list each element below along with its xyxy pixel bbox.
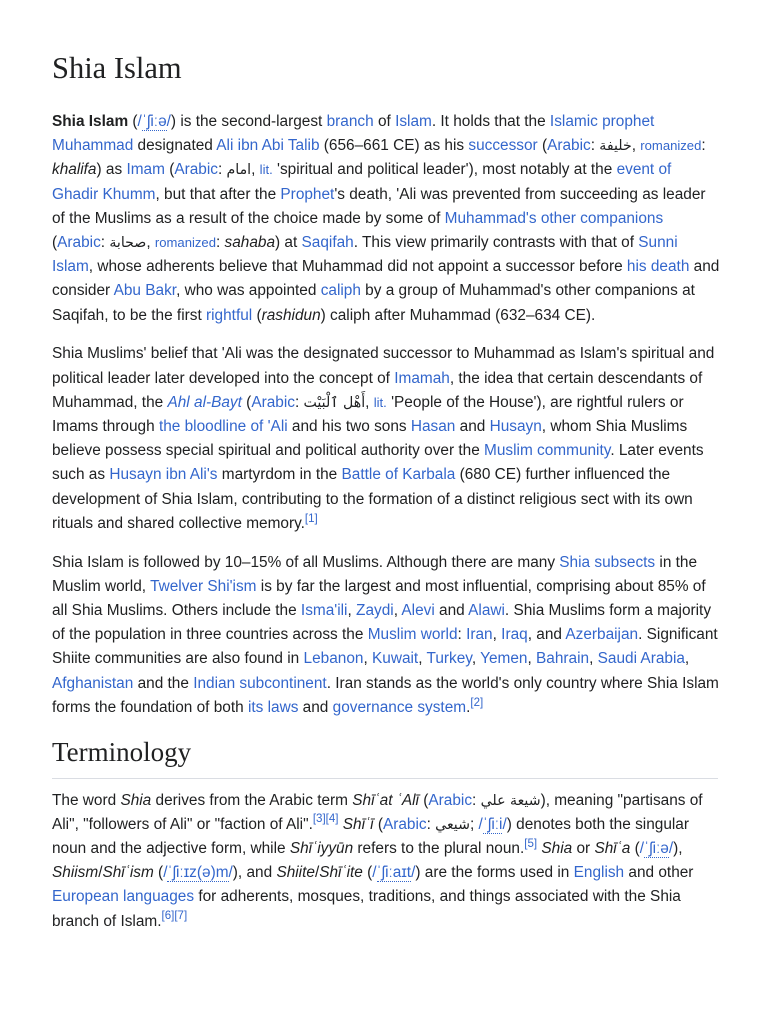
link-european-languages[interactable]: European languages bbox=[52, 888, 195, 906]
text-run: for adherents, mosques, traditions, and things associated with the Shia branch of Islam. bbox=[52, 888, 681, 930]
link-rightful[interactable]: rightful bbox=[206, 306, 253, 324]
reference-1[interactable]: [1] bbox=[304, 512, 318, 525]
link-abu-bakr[interactable]: Abu Bakr bbox=[113, 282, 177, 300]
ipa-slash-link[interactable]: / bbox=[163, 864, 168, 882]
arabic-text: امام bbox=[226, 162, 252, 179]
italic-term: sahaba bbox=[224, 234, 276, 252]
ipa-slash-link[interactable]: / bbox=[639, 839, 645, 857]
link-arabic[interactable]: Arabic bbox=[174, 161, 218, 179]
text-run: refers to the plural noun. bbox=[353, 839, 525, 857]
text-run: : bbox=[426, 815, 436, 833]
ipa-pronunciation-link[interactable]: ˈʃiːɪz(ə)m bbox=[167, 864, 229, 882]
link-muhammad-s-other-companions[interactable]: Muhammad's other companions bbox=[444, 209, 664, 227]
text-run: ), bbox=[673, 839, 683, 857]
text-run: in the Muslim world, bbox=[52, 553, 698, 595]
ipa-slash-link[interactable]: / bbox=[411, 864, 416, 882]
text-run: and bbox=[455, 418, 490, 436]
reference-6[interactable]: [6] bbox=[161, 910, 175, 923]
italic-term: Shīʿa bbox=[594, 839, 631, 857]
text-run: , bbox=[393, 602, 402, 620]
link-islamic-prophet-muhammad[interactable]: Islamic prophet Muhammad bbox=[52, 113, 655, 155]
link-arabic[interactable]: Arabic bbox=[382, 815, 427, 833]
text-run: and bbox=[434, 602, 469, 620]
link-prophet[interactable]: Prophet bbox=[280, 185, 335, 203]
ipa-pronunciation-link[interactable]: ˈʃiːə bbox=[141, 113, 167, 130]
text-run: , bbox=[631, 137, 641, 155]
link-afghanistan[interactable]: Afghanistan bbox=[52, 674, 134, 692]
text-run: . Shia Muslims form a majority of the population in three countries across the bbox=[52, 602, 712, 644]
text-run: , bbox=[146, 234, 155, 252]
text-run: : bbox=[217, 161, 227, 179]
ipa-pronunciation-link[interactable]: ˈʃiːaɪt bbox=[376, 864, 412, 882]
link-alawi[interactable]: Alawi bbox=[468, 602, 505, 620]
text-run: : bbox=[215, 234, 225, 252]
link-event-of-ghadir-khumm[interactable]: event of Ghadir Khumm bbox=[52, 161, 672, 203]
text-run: : bbox=[100, 234, 110, 252]
link-romanized[interactable]: romanized bbox=[154, 235, 216, 251]
section-paragraph bbox=[52, 789, 720, 934]
text-run: ), and bbox=[232, 864, 277, 882]
text-run: , bbox=[589, 650, 598, 668]
text-run: and his two sons bbox=[287, 418, 411, 436]
lead-paragraph bbox=[52, 110, 720, 328]
italic-term: Shīʿī bbox=[342, 815, 374, 833]
ipa-slash-link[interactable]: / bbox=[228, 864, 233, 882]
link-caliph[interactable]: caliph bbox=[320, 282, 361, 300]
text-run: , bbox=[251, 161, 260, 179]
arabic-text: خليفة bbox=[599, 138, 632, 155]
text-run: and the bbox=[133, 674, 194, 692]
italic-term: Shiite bbox=[276, 864, 315, 882]
text-run: ( bbox=[537, 137, 548, 155]
bold-term: Shia Islam bbox=[52, 113, 129, 130]
text-run: ) caliph after Muhammad (632–634 CE). bbox=[320, 306, 596, 324]
text-run: 's death, 'Ali was prevented from succeeding as leader of the Muslims as a result of the choice made by some of bbox=[52, 185, 706, 227]
link-iraq[interactable]: Iraq bbox=[501, 626, 528, 644]
link-arabic[interactable]: Arabic bbox=[251, 393, 295, 411]
link-islam[interactable]: Islam bbox=[395, 113, 432, 130]
link-alevi[interactable]: Alevi bbox=[401, 602, 435, 620]
link-hasan[interactable]: Hasan bbox=[410, 418, 456, 436]
text-run: ( bbox=[52, 234, 58, 252]
text-run: . This view primarily contrasts with that of bbox=[353, 234, 639, 252]
ipa-slash-link[interactable]: / bbox=[502, 815, 507, 833]
link-arabic[interactable]: Arabic bbox=[57, 234, 101, 252]
text-run: , and bbox=[527, 626, 566, 644]
text-run: and consider bbox=[52, 258, 720, 300]
italic-term: Shia bbox=[541, 839, 573, 857]
link-azerbaijan[interactable]: Azerbaijan bbox=[565, 626, 639, 644]
link-battle-of-karbala[interactable]: Battle of Karbala bbox=[341, 466, 456, 484]
ipa-slash-link[interactable]: / bbox=[668, 839, 674, 857]
text-run: , bbox=[684, 650, 690, 668]
text-run: , who was appointed bbox=[176, 282, 321, 300]
italic-term: Shīʿism bbox=[102, 864, 154, 882]
text-run: Shia Islam is followed by 10–15% of all Muslims. Although there are many bbox=[52, 553, 560, 571]
text-run: ) at bbox=[275, 234, 302, 252]
lead-section bbox=[52, 110, 720, 720]
link-successor[interactable]: successor bbox=[468, 137, 538, 155]
text-run: , bbox=[492, 626, 502, 644]
lead-paragraph bbox=[52, 342, 720, 536]
italic-term: khalifa bbox=[52, 161, 97, 179]
text-run: 'spiritual and political leader'), most notably at the bbox=[272, 161, 617, 179]
link-yemen[interactable]: Yemen bbox=[480, 650, 528, 668]
link-sunni-islam[interactable]: Sunni Islam bbox=[52, 234, 678, 276]
reference-2[interactable]: [2] bbox=[470, 696, 484, 709]
text-run: , the idea that certain descendants of Muhammad, the bbox=[52, 369, 703, 411]
text-run: and bbox=[298, 698, 333, 716]
link-muslim-community[interactable]: Muslim community bbox=[484, 442, 611, 460]
link-governance-system[interactable]: governance system bbox=[332, 698, 467, 716]
link-lebanon[interactable]: Lebanon bbox=[303, 650, 364, 668]
text-run: ( bbox=[373, 815, 383, 833]
link-arabic[interactable]: Arabic bbox=[428, 791, 473, 809]
text-run: of bbox=[373, 113, 396, 130]
reference-4[interactable]: [4] bbox=[325, 813, 339, 826]
text-run: . bbox=[466, 698, 471, 716]
text-run: Shia Muslims' belief that 'Ali was the designated successor to Muhammad as Islam's spiritual and political leader later developed into the concept of bbox=[52, 345, 715, 387]
link-husayn-ibn-ali-s[interactable]: Husayn ibn Ali's bbox=[109, 466, 218, 484]
text-run: / bbox=[98, 864, 103, 882]
link-imam[interactable]: Imam bbox=[126, 161, 165, 179]
reference-3[interactable]: [3] bbox=[312, 813, 326, 826]
link-isma-ili[interactable]: Isma'ili bbox=[300, 602, 348, 620]
link-shia-subsects[interactable]: Shia subsects bbox=[559, 553, 656, 571]
text-run: . Significant Shiite communities are also found in bbox=[52, 626, 718, 668]
italic-term: Shia bbox=[120, 791, 152, 809]
text-run: , bbox=[527, 650, 537, 668]
text-run: by a group of Muhammad's other companions at Saqifah, to be the first bbox=[52, 282, 695, 324]
link-imamah[interactable]: Imamah bbox=[394, 369, 450, 387]
text-run: ( bbox=[241, 393, 252, 411]
link-his-death[interactable]: his death bbox=[626, 258, 690, 276]
text-run: , bbox=[363, 650, 372, 668]
link-turkey[interactable]: Turkey bbox=[426, 650, 472, 668]
text-run: ) denotes both the singular noun and the adjective form, while bbox=[52, 815, 689, 857]
text-run: and other bbox=[624, 864, 694, 882]
text-run: (656–661 CE) as his bbox=[319, 137, 469, 155]
link-saqifah[interactable]: Saqifah bbox=[301, 234, 354, 252]
italic-term: Shīʿiyyūn bbox=[289, 839, 354, 857]
ipa-slash-link[interactable]: / bbox=[478, 815, 483, 833]
ipa-pronunciation-link[interactable]: ˈʃiːi bbox=[482, 815, 503, 833]
text-run: . It holds that the bbox=[431, 113, 550, 130]
link-ali-ibn-abi-talib[interactable]: Ali ibn Abi Talib bbox=[216, 137, 320, 155]
link-english[interactable]: English bbox=[573, 864, 625, 882]
text-run: , bbox=[347, 602, 357, 620]
link-lit[interactable]: lit. bbox=[259, 162, 273, 178]
text-run: . Iran stands as the world's only country where Shia Islam forms the foundation of both bbox=[52, 674, 719, 716]
text-run: ( bbox=[630, 839, 640, 857]
text-run: ( bbox=[153, 864, 164, 882]
text-run: : bbox=[701, 137, 706, 155]
link-husayn[interactable]: Husayn bbox=[489, 418, 542, 436]
link-iran[interactable]: Iran bbox=[466, 626, 493, 644]
text-run: ) as bbox=[96, 161, 127, 179]
text-run: designated bbox=[133, 137, 217, 155]
ipa-slash-link[interactable]: / bbox=[372, 864, 377, 882]
text-run: , whose adherents believe that Muhammad did not appoint a successor before bbox=[88, 258, 627, 276]
ipa-slash-link[interactable]: / bbox=[166, 113, 171, 130]
link-muslim-world[interactable]: Muslim world bbox=[367, 626, 458, 644]
text-run: 'People of the House'), are rightful rulers or Imams through bbox=[52, 393, 684, 436]
text-run: / bbox=[314, 864, 320, 882]
text-run: , bbox=[365, 393, 374, 411]
text-run: : bbox=[590, 137, 600, 155]
text-run: (680 CE) further influenced the development of Shia Islam, contributing to the formation of a distinct religious sect with its own rituals and shared collective memory. bbox=[52, 466, 693, 532]
text-run: ( bbox=[252, 306, 262, 324]
arabic-text: أَهْل ٱلْبَيْت bbox=[303, 394, 366, 411]
italic-term: Shīʿite bbox=[319, 864, 363, 882]
reference-5[interactable]: [5] bbox=[524, 837, 538, 850]
italic-term: rashidun bbox=[261, 306, 321, 324]
text-run: ( bbox=[362, 864, 373, 882]
link-bahrain[interactable]: Bahrain bbox=[536, 650, 590, 668]
reference-7[interactable]: [7] bbox=[174, 910, 188, 923]
link-saudi-arabia[interactable]: Saudi Arabia bbox=[597, 650, 685, 668]
ipa-slash-link[interactable]: / bbox=[137, 113, 142, 130]
link-its-laws[interactable]: its laws bbox=[247, 698, 299, 716]
italic-term: Shīʿat ʿAlī bbox=[352, 791, 419, 809]
page-title: Shia Islam bbox=[52, 51, 182, 85]
link-romanized[interactable]: romanized bbox=[640, 138, 702, 154]
link-twelver-shi-ism[interactable]: Twelver Shi'ism bbox=[150, 577, 257, 595]
link-branch[interactable]: branch bbox=[326, 113, 374, 130]
text-run: , whom Shia Muslims believe possess special spiritual and political authority over the bbox=[52, 418, 688, 460]
text-run: : bbox=[294, 393, 304, 411]
link-lit[interactable]: lit. bbox=[373, 394, 387, 410]
text-run: ( bbox=[128, 113, 138, 130]
text-run: derives from the Arabic term bbox=[151, 791, 353, 809]
text-run: : bbox=[472, 791, 481, 809]
lead-paragraph bbox=[52, 551, 720, 720]
text-run: , but that after the bbox=[155, 185, 281, 203]
link-kuwait[interactable]: Kuwait bbox=[372, 650, 419, 668]
text-run: , bbox=[418, 650, 427, 668]
text-run: ) is the second-largest bbox=[170, 113, 327, 130]
link-indian-subcontinent[interactable]: Indian subcontinent bbox=[193, 674, 327, 692]
arabic-text: صحابة bbox=[109, 235, 147, 252]
section-terminology bbox=[52, 736, 720, 934]
arabic-text: شيعي bbox=[435, 816, 470, 833]
arabic-text: شيعة علي bbox=[480, 792, 541, 809]
text-run: martyrdom in the bbox=[217, 466, 342, 484]
text-run: ( bbox=[418, 791, 429, 809]
text-run: : bbox=[457, 626, 467, 644]
text-run: . Later events such as bbox=[52, 442, 704, 484]
link-the-bloodline-of-ali[interactable]: the bloodline of 'Ali bbox=[158, 418, 288, 436]
link-zaydi[interactable]: Zaydi bbox=[356, 602, 394, 620]
italic-term: Shiism bbox=[52, 864, 99, 882]
text-run: ) are the forms used in bbox=[415, 864, 574, 882]
text-run: , bbox=[471, 650, 481, 668]
text-run: ; bbox=[469, 815, 479, 833]
text-run: is by far the largest and most influential, comprising about 85% of all Shia Muslims. Others include the bbox=[52, 577, 706, 620]
link-arabic[interactable]: Arabic bbox=[547, 137, 591, 155]
section-heading-terminology: Terminology bbox=[52, 736, 718, 779]
text-run: ), meaning "partisans of Ali", "followers of Ali" or "faction of Ali". bbox=[52, 791, 703, 833]
ipa-pronunciation-link[interactable]: ˈʃiːə bbox=[644, 839, 669, 857]
text-run: The word bbox=[52, 791, 121, 809]
text-run: ( bbox=[164, 161, 175, 179]
text-run: or bbox=[572, 839, 595, 857]
link-ahl-al-bayt[interactable]: Ahl al-Bayt bbox=[167, 393, 242, 411]
